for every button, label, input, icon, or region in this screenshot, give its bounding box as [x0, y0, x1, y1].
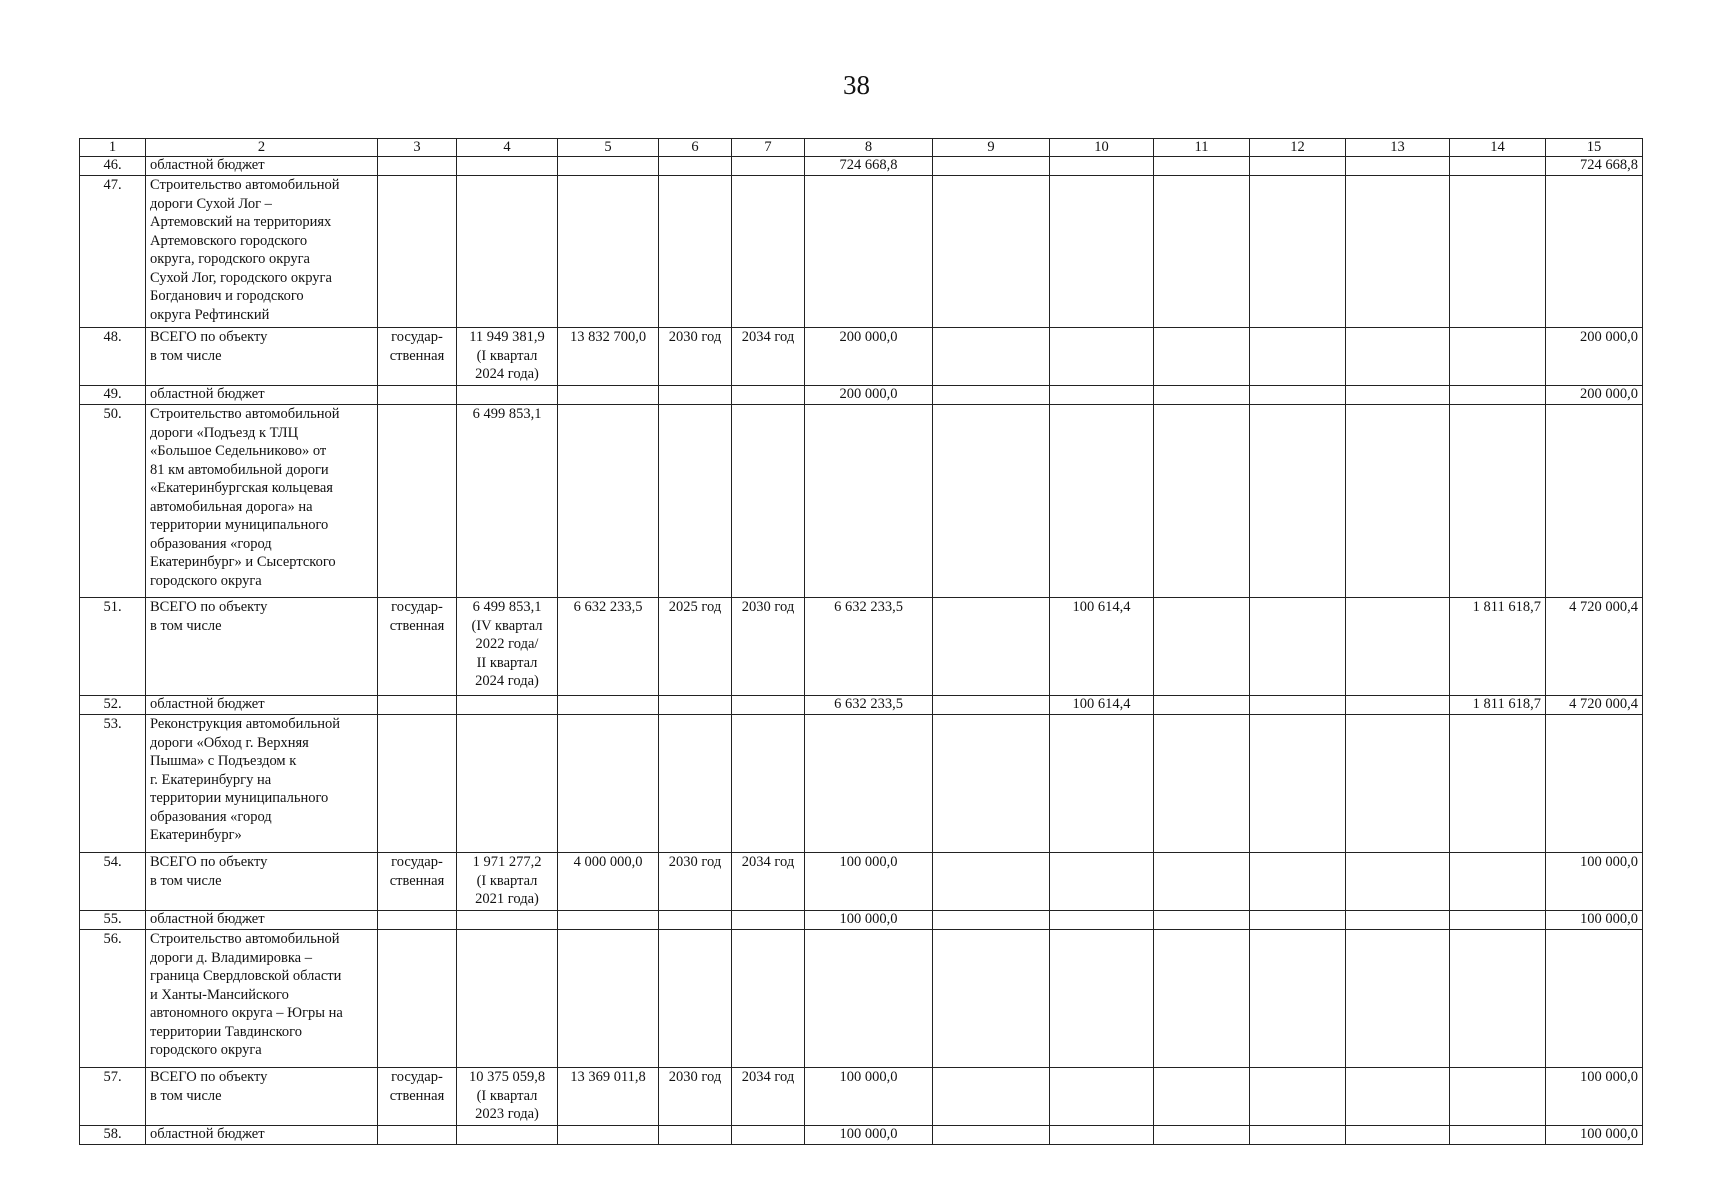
row-ownership-text: государ- ственная — [389, 1069, 445, 1104]
cell-col-4 — [457, 328, 558, 386]
cell-col-5-text: 13 832 700,0 — [569, 329, 647, 345]
table-row — [80, 176, 1643, 328]
row-description-text: областной бюджет — [150, 1126, 265, 1142]
row-ownership — [378, 405, 457, 598]
row-description — [146, 930, 378, 1068]
row-description-text: областной бюджет — [150, 696, 265, 712]
cell-col-10 — [1050, 1068, 1154, 1126]
cell-col-10 — [1050, 1126, 1154, 1145]
cell-col-11 — [1154, 328, 1250, 386]
cell-col-5 — [558, 715, 659, 853]
row-ownership — [378, 176, 457, 328]
page-number: 38 — [843, 70, 870, 100]
column-header: 7 — [732, 139, 805, 157]
cell-col-13 — [1346, 911, 1450, 930]
cell-end-year-text: 2034 год — [741, 329, 795, 345]
cell-col-9 — [933, 1068, 1050, 1126]
cell-col-14 — [1450, 1126, 1546, 1145]
cell-col-13 — [1346, 715, 1450, 853]
cell-col-13 — [1346, 696, 1450, 715]
cell-col-4-text: 10 375 059,8 (I квартал 2023 года) — [468, 1069, 546, 1122]
cell-end-year — [732, 1068, 805, 1126]
cell-col-9 — [933, 405, 1050, 598]
cell-col-5 — [558, 157, 659, 176]
cell-end-year — [732, 176, 805, 328]
row-number — [80, 696, 146, 715]
cell-col-13 — [1346, 1068, 1450, 1126]
row-ownership — [378, 853, 457, 911]
cell-col-15-text: 200 000,0 — [1580, 329, 1638, 345]
cell-col-8 — [805, 1126, 933, 1145]
cell-col-5 — [558, 1126, 659, 1145]
cell-col-8-text: 724 668,8 — [839, 157, 898, 173]
cell-end-year — [732, 1126, 805, 1145]
cell-col-15-text: 100 000,0 — [1580, 911, 1638, 927]
table-row — [80, 1126, 1643, 1145]
cell-col-5-text: 4 000 000,0 — [573, 854, 643, 870]
cell-col-10-text: 100 614,4 — [1072, 696, 1131, 712]
row-ownership — [378, 696, 457, 715]
column-header: 13 — [1346, 139, 1450, 157]
cell-col-13 — [1346, 405, 1450, 598]
cell-col-10 — [1050, 853, 1154, 911]
row-description-text: ВСЕГО по объекту в том числе — [150, 1069, 268, 1104]
cell-col-4-text: 6 499 853,1 (IV квартал 2022 года/ II квартал 2024 года) — [471, 599, 543, 689]
cell-col-14 — [1450, 715, 1546, 853]
column-header: 6 — [659, 139, 732, 157]
cell-col-12 — [1250, 157, 1346, 176]
row-ownership — [378, 386, 457, 405]
cell-end-year-text: 2030 год — [741, 599, 795, 615]
cell-col-8-text: 200 000,0 — [839, 329, 898, 345]
row-description — [146, 696, 378, 715]
cell-col-15 — [1546, 157, 1643, 176]
row-number — [80, 911, 146, 930]
cell-col-15 — [1546, 176, 1643, 328]
cell-col-5 — [558, 405, 659, 598]
cell-end-year — [732, 930, 805, 1068]
cell-col-12 — [1250, 1068, 1346, 1126]
row-description-text: Строительство автомобильной дороги «Подъезд к ТЛЦ «Большое Седельниково» от 81 км автомобильной дороги «Екатеринбургская кольцевая автомобильная дорога» на территории муниципального образования «город Екатеринбург» и Сысертского городского округа — [150, 406, 340, 589]
cell-col-9 — [933, 598, 1050, 696]
table-row — [80, 328, 1643, 386]
cell-col-10 — [1050, 715, 1154, 853]
cell-col-8 — [805, 930, 933, 1068]
cell-start-year — [659, 853, 732, 911]
cell-col-14 — [1450, 176, 1546, 328]
cell-col-14-text: 1 811 618,7 — [1472, 599, 1541, 615]
row-number-text: 51. — [103, 599, 122, 615]
cell-col-5-text: 6 632 233,5 — [573, 599, 643, 615]
cell-start-year — [659, 157, 732, 176]
cell-col-9 — [933, 328, 1050, 386]
row-number-text: 52. — [103, 696, 122, 712]
cell-col-14-text: 1 811 618,7 — [1472, 696, 1541, 712]
cell-end-year — [732, 157, 805, 176]
table-row — [80, 715, 1643, 853]
table-row — [80, 930, 1643, 1068]
row-ownership — [378, 157, 457, 176]
row-description — [146, 715, 378, 853]
row-description — [146, 405, 378, 598]
row-ownership — [378, 911, 457, 930]
cell-col-8 — [805, 911, 933, 930]
row-number-text: 46. — [103, 157, 122, 173]
cell-col-4-text: 6 499 853,1 — [472, 406, 542, 422]
cell-start-year — [659, 696, 732, 715]
cell-col-4 — [457, 911, 558, 930]
cell-col-10 — [1050, 157, 1154, 176]
cell-col-10 — [1050, 930, 1154, 1068]
cell-col-5 — [558, 853, 659, 911]
cell-col-14 — [1450, 328, 1546, 386]
row-description — [146, 386, 378, 405]
cell-col-11 — [1154, 715, 1250, 853]
cell-col-11 — [1154, 598, 1250, 696]
cell-col-14 — [1450, 405, 1546, 598]
row-description — [146, 1126, 378, 1145]
cell-col-4 — [457, 1126, 558, 1145]
cell-col-4-text: 1 971 277,2 (I квартал 2021 года) — [472, 854, 542, 907]
row-description — [146, 853, 378, 911]
cell-end-year — [732, 386, 805, 405]
row-ownership — [378, 930, 457, 1068]
cell-col-4-text: 11 949 381,9 (I квартал 2024 года) — [469, 329, 545, 382]
budget-table — [79, 138, 1643, 1145]
row-ownership — [378, 328, 457, 386]
row-description-text: областной бюджет — [150, 386, 265, 402]
cell-col-8 — [805, 696, 933, 715]
cell-col-14 — [1450, 386, 1546, 405]
row-description — [146, 911, 378, 930]
cell-col-4 — [457, 176, 558, 328]
row-number-text: 49. — [103, 386, 122, 402]
cell-col-15 — [1546, 405, 1643, 598]
cell-col-5 — [558, 386, 659, 405]
row-description-text: областной бюджет — [150, 157, 265, 173]
cell-col-14 — [1450, 930, 1546, 1068]
cell-col-4 — [457, 696, 558, 715]
cell-col-11 — [1154, 1126, 1250, 1145]
cell-col-13 — [1346, 176, 1450, 328]
row-description-text: ВСЕГО по объекту в том числе — [150, 854, 268, 889]
cell-col-9 — [933, 911, 1050, 930]
cell-col-15 — [1546, 598, 1643, 696]
cell-end-year — [732, 911, 805, 930]
cell-col-8 — [805, 386, 933, 405]
row-number-text: 55. — [103, 911, 122, 927]
cell-col-15 — [1546, 696, 1643, 715]
row-description — [146, 157, 378, 176]
cell-col-15-text: 100 000,0 — [1580, 854, 1638, 870]
cell-col-8-text: 100 000,0 — [839, 854, 898, 870]
cell-col-13 — [1346, 930, 1450, 1068]
column-header: 4 — [457, 139, 558, 157]
cell-col-11 — [1154, 405, 1250, 598]
row-description-text: Реконструкция автомобильной дороги «Обход г. Верхняя Пышма» с Подъездом к г. Екатеринбургу на территории муниципального образования «город Екатеринбург» — [150, 716, 340, 843]
cell-start-year — [659, 715, 732, 853]
cell-col-8 — [805, 598, 933, 696]
cell-start-year — [659, 911, 732, 930]
table-row — [80, 386, 1643, 405]
cell-col-4 — [457, 598, 558, 696]
row-description-text: Строительство автомобильной дороги д. Владимировка – граница Свердловской области и Ханты-Мансийского автономного округа – Югры на территории Тавдинского городского округа — [150, 931, 343, 1058]
cell-col-12 — [1250, 853, 1346, 911]
row-description — [146, 1068, 378, 1126]
cell-col-5 — [558, 176, 659, 328]
cell-col-10 — [1050, 386, 1154, 405]
cell-col-15-text: 100 000,0 — [1580, 1069, 1638, 1085]
cell-col-8 — [805, 853, 933, 911]
table-row — [80, 1068, 1643, 1126]
cell-col-4 — [457, 930, 558, 1068]
cell-col-5 — [558, 328, 659, 386]
cell-col-12 — [1250, 405, 1346, 598]
row-ownership — [378, 715, 457, 853]
cell-col-4 — [457, 715, 558, 853]
cell-col-4 — [457, 1068, 558, 1126]
row-number — [80, 328, 146, 386]
cell-end-year-text: 2034 год — [741, 854, 795, 870]
row-number-text: 56. — [103, 931, 122, 947]
table-row — [80, 405, 1643, 598]
cell-col-8 — [805, 328, 933, 386]
cell-col-14 — [1450, 157, 1546, 176]
cell-col-5 — [558, 930, 659, 1068]
cell-col-15 — [1546, 911, 1643, 930]
cell-col-10 — [1050, 911, 1154, 930]
cell-col-15 — [1546, 328, 1643, 386]
cell-col-12 — [1250, 930, 1346, 1068]
cell-col-8-text: 6 632 233,5 — [834, 599, 903, 615]
row-number — [80, 386, 146, 405]
cell-start-year — [659, 598, 732, 696]
cell-col-15 — [1546, 853, 1643, 911]
row-number — [80, 598, 146, 696]
cell-col-8-text: 100 000,0 — [839, 1069, 898, 1085]
cell-col-13 — [1346, 853, 1450, 911]
table-header-row — [80, 139, 1643, 157]
cell-col-12 — [1250, 176, 1346, 328]
cell-col-8-text: 200 000,0 — [839, 386, 898, 402]
row-number-text: 54. — [103, 854, 122, 870]
row-number — [80, 157, 146, 176]
cell-col-8 — [805, 715, 933, 853]
cell-col-13 — [1346, 386, 1450, 405]
cell-start-year — [659, 1126, 732, 1145]
cell-col-4 — [457, 853, 558, 911]
cell-start-year — [659, 930, 732, 1068]
cell-end-year — [732, 696, 805, 715]
cell-col-12 — [1250, 1126, 1346, 1145]
cell-col-14 — [1450, 853, 1546, 911]
cell-col-11 — [1154, 386, 1250, 405]
cell-col-9 — [933, 715, 1050, 853]
row-description-text: областной бюджет — [150, 911, 265, 927]
cell-col-15-text: 200 000,0 — [1580, 386, 1638, 402]
cell-end-year-text: 2034 год — [741, 1069, 795, 1085]
column-header: 9 — [933, 139, 1050, 157]
cell-col-8-text: 100 000,0 — [839, 911, 898, 927]
cell-col-15 — [1546, 930, 1643, 1068]
cell-col-15 — [1546, 1068, 1643, 1126]
cell-col-13 — [1346, 328, 1450, 386]
cell-col-15 — [1546, 386, 1643, 405]
row-number — [80, 853, 146, 911]
row-ownership — [378, 598, 457, 696]
cell-col-15-text: 4 720 000,4 — [1569, 599, 1638, 615]
cell-col-8-text: 100 000,0 — [839, 1126, 898, 1142]
row-description — [146, 176, 378, 328]
row-number — [80, 176, 146, 328]
column-header: 14 — [1450, 139, 1546, 157]
cell-col-11 — [1154, 157, 1250, 176]
cell-col-11 — [1154, 930, 1250, 1068]
cell-end-year — [732, 715, 805, 853]
cell-col-10-text: 100 614,4 — [1072, 599, 1131, 615]
cell-col-10 — [1050, 176, 1154, 328]
row-description-text: ВСЕГО по объекту в том числе — [150, 329, 268, 364]
cell-start-year-text: 2030 год — [668, 854, 722, 870]
table-row — [80, 157, 1643, 176]
cell-start-year-text: 2030 год — [668, 1069, 722, 1085]
cell-col-10 — [1050, 598, 1154, 696]
cell-col-8 — [805, 1068, 933, 1126]
row-ownership-text: государ- ственная — [389, 854, 445, 889]
row-number-text: 47. — [103, 177, 122, 193]
cell-col-9 — [933, 176, 1050, 328]
row-ownership-text: государ- ственная — [389, 329, 445, 364]
cell-col-8-text: 6 632 233,5 — [834, 696, 903, 712]
cell-col-11 — [1154, 696, 1250, 715]
cell-col-15-text: 100 000,0 — [1580, 1126, 1638, 1142]
row-description — [146, 328, 378, 386]
cell-col-5-text: 13 369 011,8 — [570, 1069, 646, 1085]
cell-col-11 — [1154, 911, 1250, 930]
cell-col-9 — [933, 386, 1050, 405]
cell-col-12 — [1250, 386, 1346, 405]
column-header: 15 — [1546, 139, 1643, 157]
cell-col-11 — [1154, 853, 1250, 911]
cell-start-year — [659, 1068, 732, 1126]
cell-end-year — [732, 405, 805, 598]
column-header: 2 — [146, 139, 378, 157]
row-number-text: 48. — [103, 329, 122, 345]
cell-col-5 — [558, 1068, 659, 1126]
row-number — [80, 405, 146, 598]
cell-col-15-text: 4 720 000,4 — [1569, 696, 1638, 712]
cell-end-year — [732, 328, 805, 386]
column-header: 12 — [1250, 139, 1346, 157]
row-ownership-text: государ- ственная — [389, 599, 445, 634]
column-header: 3 — [378, 139, 457, 157]
row-number — [80, 930, 146, 1068]
cell-col-15-text: 724 668,8 — [1580, 157, 1638, 173]
cell-start-year-text: 2030 год — [668, 329, 722, 345]
cell-col-12 — [1250, 328, 1346, 386]
cell-col-9 — [933, 853, 1050, 911]
cell-col-15 — [1546, 1126, 1643, 1145]
row-description-text: Строительство автомобильной дороги Сухой Лог – Артемовский на территориях Артемовского городского округа, городского округа Сухой Лог, городского округа Богданович и городского округа Рефтинский — [150, 177, 340, 323]
cell-col-13 — [1346, 1126, 1450, 1145]
cell-col-5 — [558, 911, 659, 930]
cell-col-4 — [457, 386, 558, 405]
cell-end-year — [732, 598, 805, 696]
cell-col-11 — [1154, 176, 1250, 328]
cell-col-14 — [1450, 1068, 1546, 1126]
cell-col-9 — [933, 157, 1050, 176]
cell-col-14 — [1450, 696, 1546, 715]
table-row — [80, 696, 1643, 715]
cell-col-8 — [805, 176, 933, 328]
cell-col-14 — [1450, 911, 1546, 930]
row-number — [80, 715, 146, 853]
cell-col-13 — [1346, 157, 1450, 176]
table-row — [80, 853, 1643, 911]
row-description-text: ВСЕГО по объекту в том числе — [150, 599, 268, 634]
column-header: 1 — [80, 139, 146, 157]
cell-col-13 — [1346, 598, 1450, 696]
table-row — [80, 598, 1643, 696]
row-number — [80, 1068, 146, 1126]
cell-col-12 — [1250, 696, 1346, 715]
cell-col-8 — [805, 405, 933, 598]
cell-col-5 — [558, 598, 659, 696]
cell-start-year — [659, 176, 732, 328]
row-number-text: 53. — [103, 716, 122, 732]
column-header: 8 — [805, 139, 933, 157]
row-number-text: 58. — [103, 1126, 122, 1142]
cell-col-12 — [1250, 911, 1346, 930]
column-header: 10 — [1050, 139, 1154, 157]
cell-col-14 — [1450, 598, 1546, 696]
cell-col-4 — [457, 157, 558, 176]
cell-col-8 — [805, 157, 933, 176]
cell-end-year — [732, 853, 805, 911]
cell-col-12 — [1250, 715, 1346, 853]
cell-col-10 — [1050, 328, 1154, 386]
cell-col-4 — [457, 405, 558, 598]
row-number-text: 50. — [103, 406, 122, 422]
cell-col-9 — [933, 1126, 1050, 1145]
row-number — [80, 1126, 146, 1145]
row-ownership — [378, 1068, 457, 1126]
cell-col-9 — [933, 696, 1050, 715]
cell-col-11 — [1154, 1068, 1250, 1126]
cell-col-12 — [1250, 598, 1346, 696]
row-description — [146, 598, 378, 696]
cell-col-10 — [1050, 405, 1154, 598]
cell-start-year-text: 2025 год — [668, 599, 722, 615]
column-header: 5 — [558, 139, 659, 157]
cell-col-15 — [1546, 715, 1643, 853]
cell-start-year — [659, 405, 732, 598]
table-row — [80, 911, 1643, 930]
cell-col-5 — [558, 696, 659, 715]
column-header: 11 — [1154, 139, 1250, 157]
cell-start-year — [659, 386, 732, 405]
row-number-text: 57. — [103, 1069, 122, 1085]
cell-col-10 — [1050, 696, 1154, 715]
cell-col-9 — [933, 930, 1050, 1068]
row-ownership — [378, 1126, 457, 1145]
cell-start-year — [659, 328, 732, 386]
